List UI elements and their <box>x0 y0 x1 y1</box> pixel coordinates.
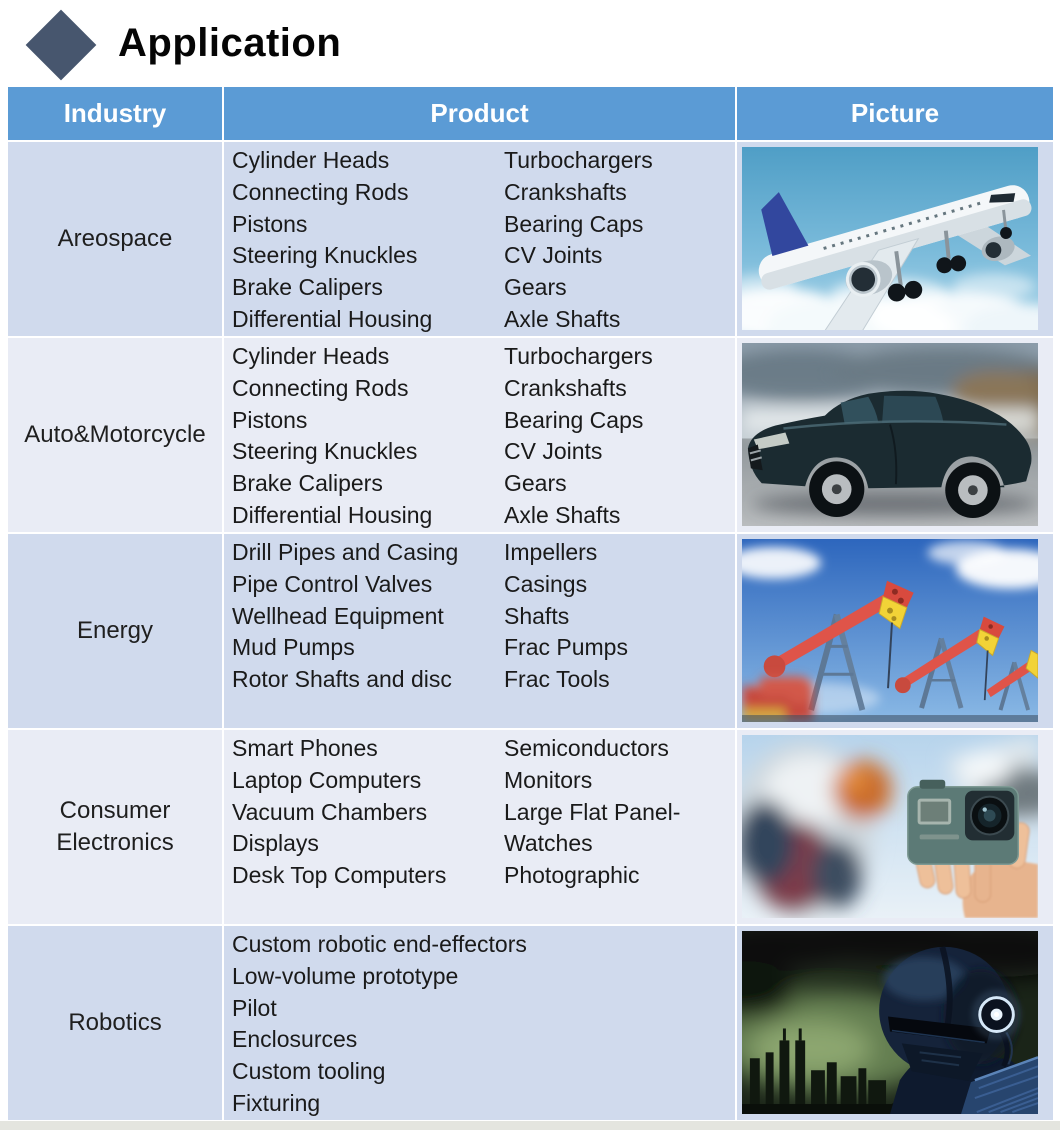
product-list-col2 <box>504 929 735 1120</box>
product-cell <box>224 926 737 1120</box>
product-list-col1 <box>232 929 527 1120</box>
industry-cell: Robotics <box>8 926 224 1120</box>
product-item: Displays <box>232 830 319 857</box>
product-list-col1 <box>232 341 504 532</box>
product-item: Pistons <box>232 406 308 433</box>
product-item: Turbochargers <box>504 147 653 173</box>
product-item: Cylinder Heads <box>232 147 390 173</box>
product-item: Connecting Rods <box>232 374 409 401</box>
product-item: Photographic <box>504 862 640 889</box>
product-list-col1 <box>232 537 504 728</box>
column-header-picture: Picture <box>850 98 940 128</box>
product-item: Semiconductors <box>504 735 669 761</box>
product-item: Crankshafts <box>504 178 627 205</box>
diamond-icon <box>26 9 97 80</box>
airplane-image <box>742 147 1038 330</box>
product-item: Axle Shafts <box>504 501 621 528</box>
product-item: Frac Tools <box>504 666 610 693</box>
table-row <box>8 534 1053 728</box>
product-item: Watches <box>504 830 593 857</box>
product-item: Gears <box>504 470 567 497</box>
oil-pumps-image <box>742 539 1038 722</box>
product-cell <box>224 730 737 924</box>
product-cell <box>224 534 737 728</box>
bottom-edge-strip <box>0 1121 1060 1130</box>
product-list-col2 <box>504 537 735 728</box>
product-item: CV Joints <box>504 242 603 269</box>
column-header-product: Product <box>224 87 737 140</box>
product-item: Steering Knuckles <box>232 438 418 465</box>
product-item: Custom robotic end-effectors <box>232 931 527 957</box>
action-camera-image <box>742 735 1038 918</box>
product-item: Drill Pipes and Casing <box>232 539 459 565</box>
product-item: Smart Phones <box>232 735 378 761</box>
product-item: Desk Top Computers <box>232 862 447 889</box>
product-item: Gears <box>504 274 567 301</box>
product-item: Crankshafts <box>504 374 627 401</box>
product-item: Turbochargers <box>504 343 653 369</box>
table-row <box>8 926 1053 1120</box>
product-item: Steering Knuckles <box>232 242 418 269</box>
product-item: Impellers <box>504 539 598 565</box>
product-item: Bearing Caps <box>504 210 644 237</box>
product-list-col2 <box>504 341 735 532</box>
product-item: Connecting Rods <box>232 178 409 205</box>
product-item: Laptop Computers <box>232 766 422 793</box>
product-item: Casings <box>504 570 588 597</box>
picture-cell-robot <box>737 926 1053 1120</box>
industry-cell: Auto&Motorcycle <box>8 338 224 532</box>
product-item: Pipe Control Valves <box>232 570 433 597</box>
table-header-row <box>8 87 1053 140</box>
title-bar <box>0 0 1060 87</box>
product-item: Brake Calipers <box>232 470 383 497</box>
product-item: Brake Calipers <box>232 274 383 301</box>
product-item: Low-volume prototype <box>232 962 459 989</box>
product-list-col2 <box>504 145 735 336</box>
product-item: Bearing Caps <box>504 406 644 433</box>
product-item: Wellhead Equipment <box>232 602 444 629</box>
product-cell <box>224 142 737 336</box>
table-row <box>8 142 1053 336</box>
product-item: Axle Shafts <box>504 305 621 332</box>
application-table <box>8 87 1053 1120</box>
product-item: Shafts <box>504 602 570 629</box>
table-row <box>8 338 1053 532</box>
table-row <box>8 730 1053 924</box>
industry-cell: Energy <box>8 534 224 728</box>
product-item: Enclosurces <box>232 1026 358 1053</box>
product-item: Pilot <box>232 994 277 1021</box>
industry-cell: Consumer Electronics <box>8 730 224 924</box>
picture-cell-car <box>737 338 1053 532</box>
product-list-col1 <box>232 733 504 924</box>
column-header-industry: Industry <box>8 87 224 140</box>
product-list-col2 <box>504 733 735 924</box>
picture-cell-airplane <box>737 142 1053 336</box>
industry-cell: Areospace <box>8 142 224 336</box>
product-item: Frac Pumps <box>504 634 628 661</box>
product-item: Mud Pumps <box>232 634 355 661</box>
product-item: CV Joints <box>504 438 603 465</box>
product-item: Rotor Shafts and disc <box>232 666 452 693</box>
product-item: Large Flat Panel- <box>504 798 681 825</box>
product-item: Differential Housing <box>232 305 433 332</box>
product-item: Pistons <box>232 210 308 237</box>
page-title: Application <box>118 21 342 65</box>
product-item: Differential Housing <box>232 501 433 528</box>
product-item: Custom tooling <box>232 1058 386 1085</box>
product-item: Vacuum Chambers <box>232 798 428 825</box>
car-image <box>742 343 1038 526</box>
robot-image <box>742 931 1038 1114</box>
picture-cell-action-camera <box>737 730 1053 924</box>
product-list-col1 <box>232 145 504 336</box>
picture-cell-oil-pumps <box>737 534 1053 728</box>
product-item: Fixturing <box>232 1089 321 1116</box>
product-item: Monitors <box>504 766 593 793</box>
product-cell <box>224 338 737 532</box>
product-item: Cylinder Heads <box>232 343 390 369</box>
